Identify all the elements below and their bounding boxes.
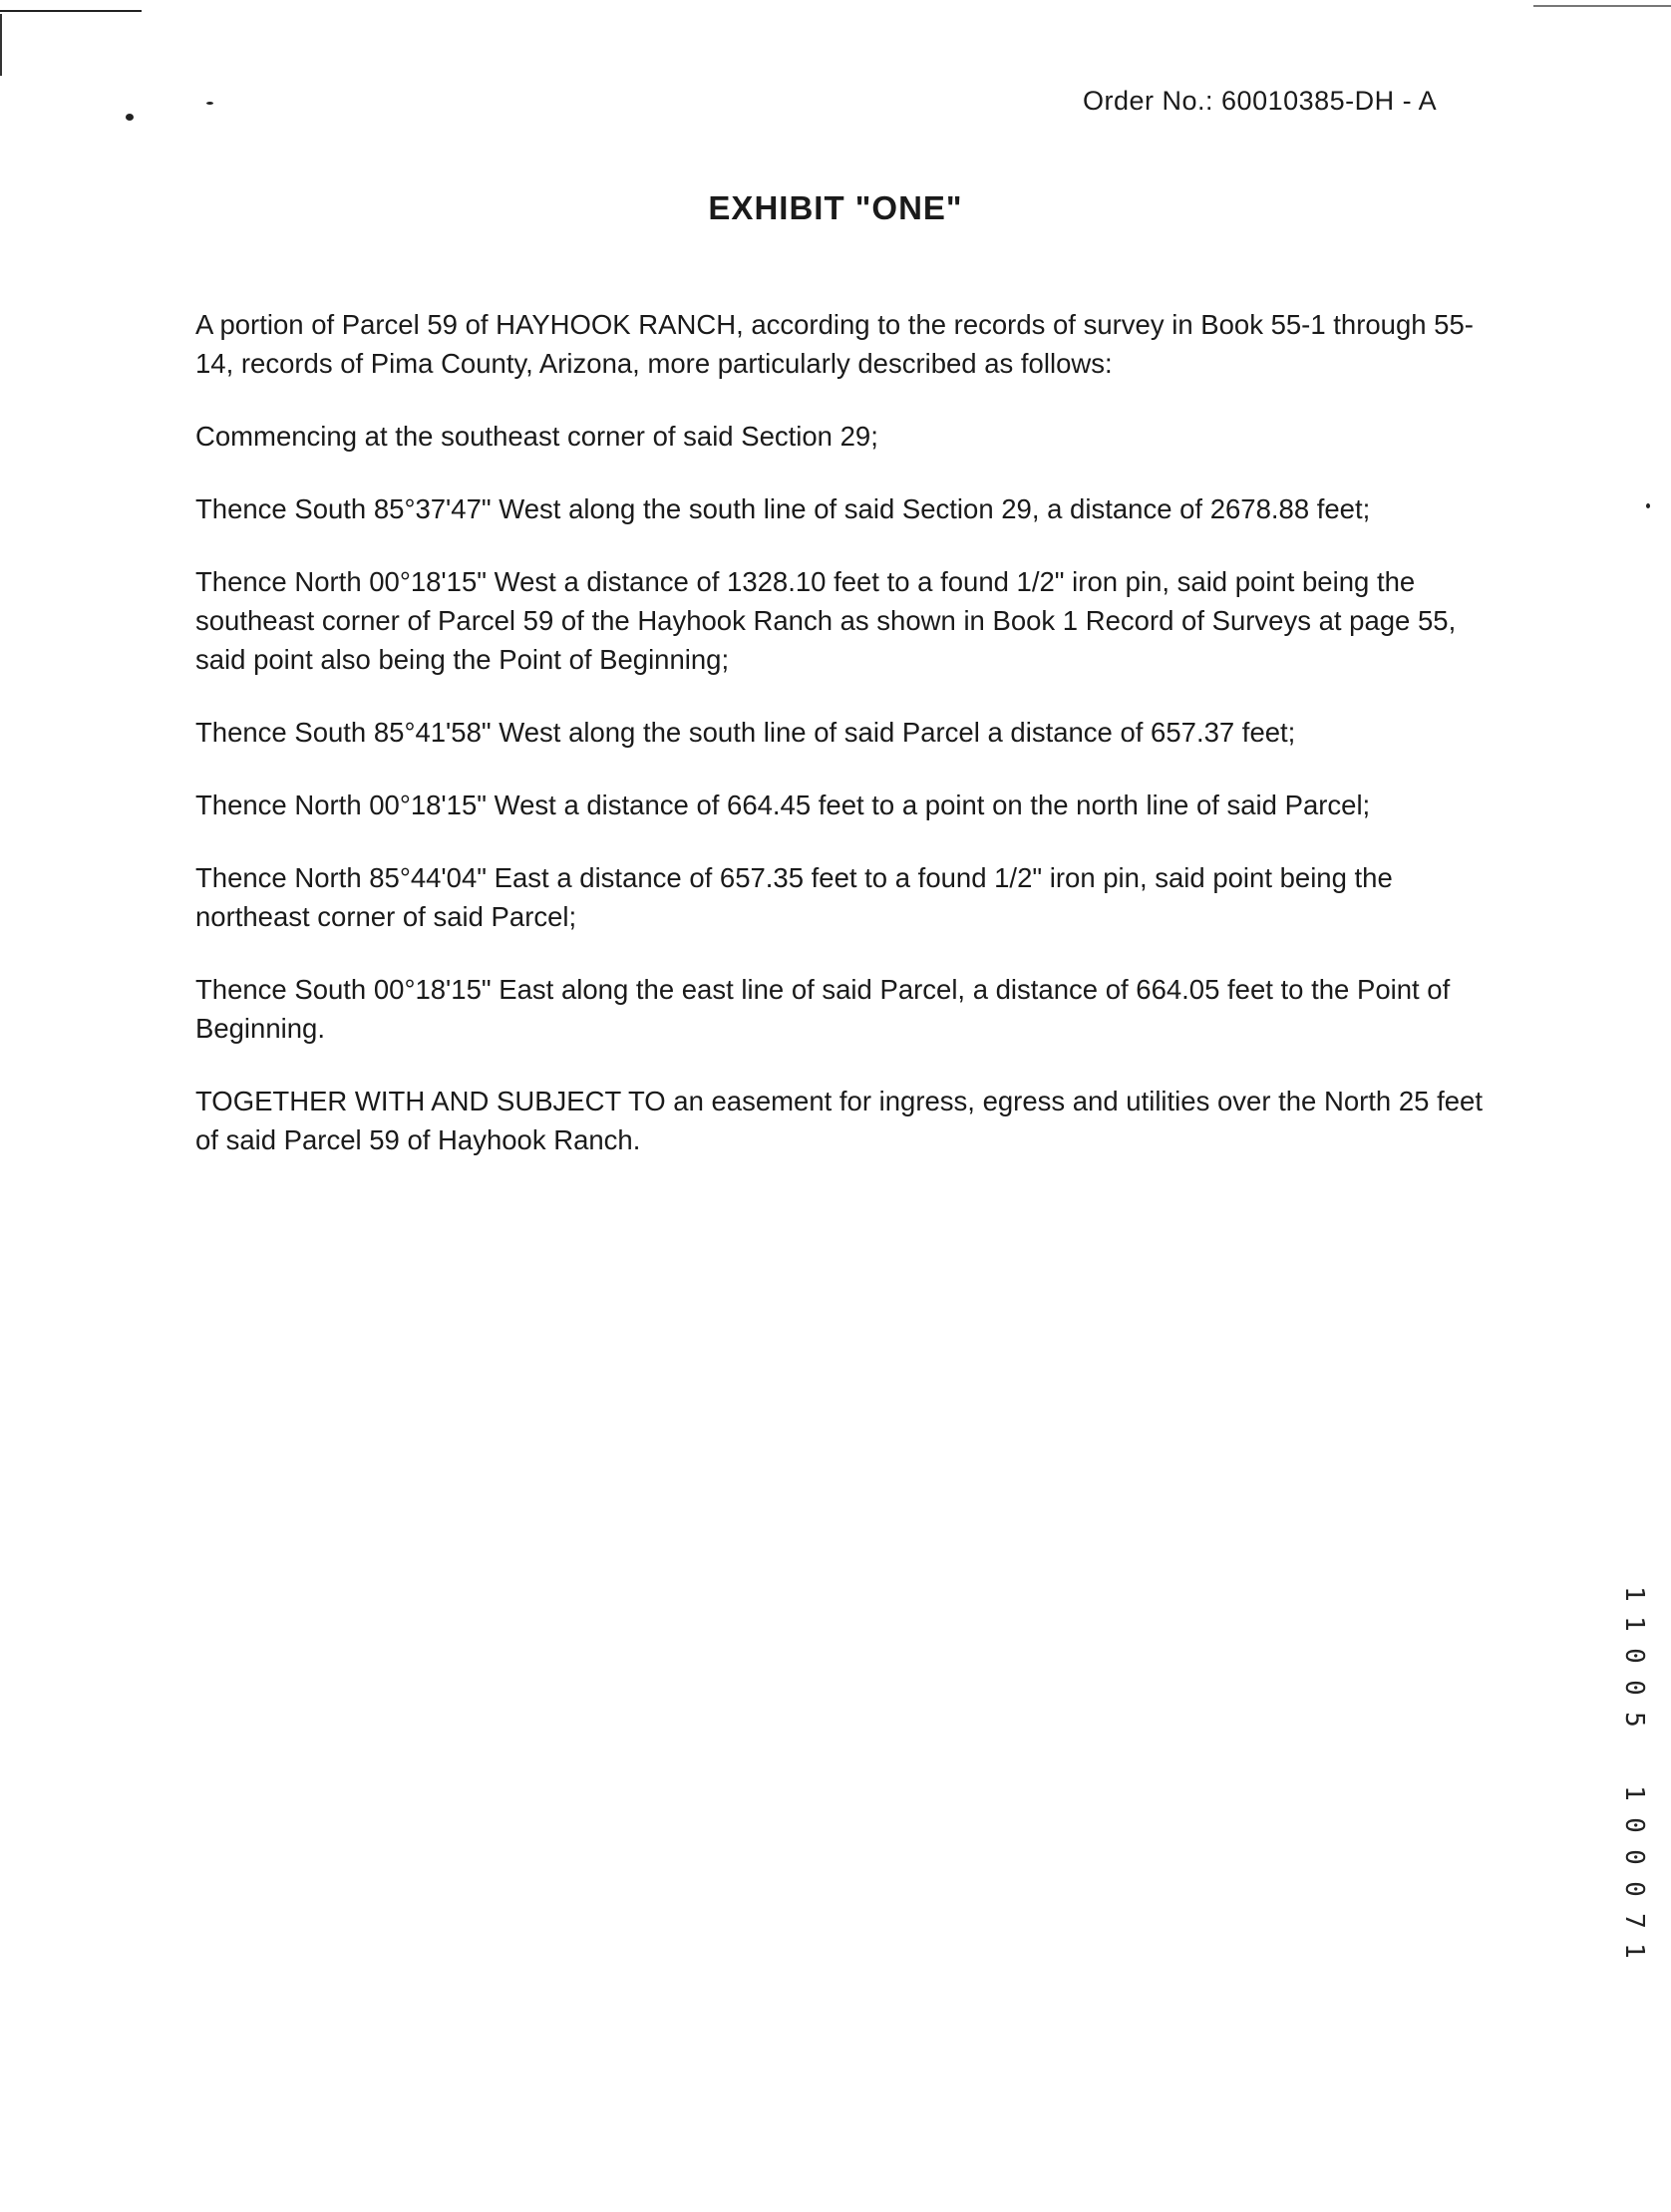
paragraph: Thence South 00°18'15" East along the east line of said Parcel, a distance of 664.05 feet to the Point of Beginning. xyxy=(195,974,1451,1044)
legal-description xyxy=(195,305,1488,1193)
scan-edge-line xyxy=(0,10,142,12)
stamp-digit: 5 xyxy=(1619,1712,1649,1728)
paragraph: Commencing at the southeast corner of said Section 29; xyxy=(195,421,878,452)
paragraph: TOGETHER WITH AND SUBJECT TO an easement for ingress, egress and utilities over the North 25 feet of said Parcel 59 of Hayhook Ranch. xyxy=(195,1086,1483,1155)
stamp-digit: 1 xyxy=(1619,1943,1649,1959)
stamp-digit: 0 xyxy=(1619,1648,1649,1664)
order-number: Order No.: 60010385-DH - A xyxy=(1083,86,1438,116)
paragraph: Thence North 00°18'15" West a distance of 664.45 feet to a point on the north line of said Parcel; xyxy=(195,790,1371,820)
scan-speck xyxy=(126,114,134,121)
paragraph: Thence North 85°44'04" East a distance of 657.35 feet to a found 1/2" iron pin, said point being the northeast corner of said Parcel; xyxy=(195,862,1393,932)
stamp-digit: 0 xyxy=(1619,1680,1649,1696)
scan-edge-line xyxy=(0,14,2,76)
scan-edge-line xyxy=(1533,5,1671,7)
stamp-digit: 7 xyxy=(1619,1913,1649,1929)
exhibit-title: EXHIBIT "ONE" xyxy=(708,189,963,226)
paragraph: Thence South 85°41'58" West along the south line of said Parcel a distance of 657.37 feet; xyxy=(195,717,1296,748)
stamp-digit: 0 xyxy=(1619,1817,1649,1833)
paragraph: Thence North 00°18'15" West a distance of 1328.10 feet to a found 1/2" iron pin, said point being the southeast corner of Parcel 59 of the Hayhook Ranch as shown in Book 1 Record of Surveys at page 55, said point also being the Point of Beginning; xyxy=(195,566,1457,675)
stamp-digit: 1 xyxy=(1619,1586,1649,1602)
stamp-digit: 1 xyxy=(1619,1785,1649,1801)
recording-stamp xyxy=(1617,1579,1651,1958)
scan-speck xyxy=(206,102,213,105)
paragraph: A portion of Parcel 59 of HAYHOOK RANCH, according to the records of survey in Book 55-1 through 55-14, records of Pima County, Arizona, more particularly described as follows: xyxy=(195,309,1474,379)
paragraph: Thence South 85°37'47" West along the south line of said Section 29, a distance of 2678.88 feet; xyxy=(195,493,1371,524)
scan-speck xyxy=(1646,503,1650,508)
stamp-digit: 0 xyxy=(1619,1849,1649,1865)
stamp-digit: 0 xyxy=(1619,1881,1649,1897)
stamp-digit: 1 xyxy=(1619,1616,1649,1632)
